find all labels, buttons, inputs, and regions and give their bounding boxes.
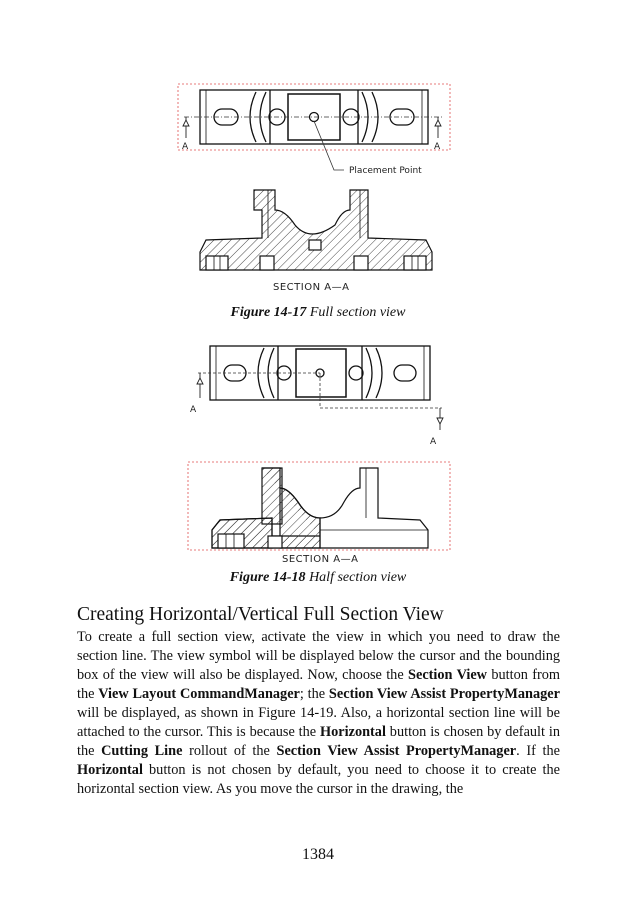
paragraph-run: ; the	[299, 686, 329, 702]
paragraph-run-bold: View Layout CommandManager	[98, 686, 300, 702]
paragraph-run-bold: Horizontal	[77, 762, 143, 778]
paragraph-run-bold: Section View	[408, 667, 488, 683]
paragraph-run: rollout of the	[182, 743, 277, 759]
paragraph-run: button is chosen by default in the	[77, 724, 560, 759]
paragraph-run: will be displayed, as shown in Figure 14-19. Also, a horizontal section line will be attached to the cursor. This is because the	[77, 705, 560, 740]
section-arrow-right	[435, 117, 441, 138]
paragraph-run: To create a full section view, activate the view in which you need to draw the section line. The view symbol will be displayed below the cursor and the bounding box of the view will also be displayed. Now, choose the	[77, 629, 560, 683]
page-number: 1384	[302, 846, 334, 863]
paragraph-run-bold: Cutting Line	[101, 743, 183, 759]
section-arrow-left	[197, 373, 203, 398]
paragraph-run-bold: Section View Assist PropertyManager	[276, 743, 517, 759]
section-arrow-right	[437, 408, 443, 430]
paragraph-run-bold: Horizontal	[320, 724, 386, 740]
figure-14-18-drawing	[180, 340, 460, 568]
paragraph-run: . If the	[516, 743, 560, 759]
figure-14-17-caption	[0, 305, 636, 321]
paragraph-run: button is not chosen by default, you need to choose it to create the horizontal section view. As you move the cursor in the drawing, the	[77, 762, 560, 797]
figure-caption-text: Half section view	[305, 570, 407, 585]
section-label: SECTION A—A	[282, 554, 359, 565]
section-label: SECTION A—A	[273, 282, 350, 293]
placement-point-label: Placement Point	[349, 166, 422, 176]
half-section-line	[198, 373, 442, 408]
section-arrow-left	[183, 117, 189, 138]
body-paragraph	[77, 628, 560, 799]
paragraph-run-bold: Section View Assist PropertyManager	[328, 686, 560, 702]
arrow-label-right: A	[430, 437, 437, 447]
arrow-label-left: A	[190, 405, 197, 415]
figure-number: Figure 14-18	[229, 570, 306, 585]
arrow-label-left: A	[182, 142, 189, 152]
section-view-drawing	[212, 468, 428, 548]
section-view-drawing	[200, 190, 432, 270]
paragraph-run: button from the	[77, 667, 561, 702]
arrow-label-right: A	[434, 142, 441, 152]
figure-14-17-drawing	[170, 80, 460, 300]
figure-caption-text: Full section view	[306, 305, 406, 320]
figure-number: Figure 14-17	[230, 305, 307, 320]
figure-14-18-caption	[0, 570, 636, 586]
section-heading: Creating Horizontal/Vertical Full Section View	[77, 604, 444, 625]
